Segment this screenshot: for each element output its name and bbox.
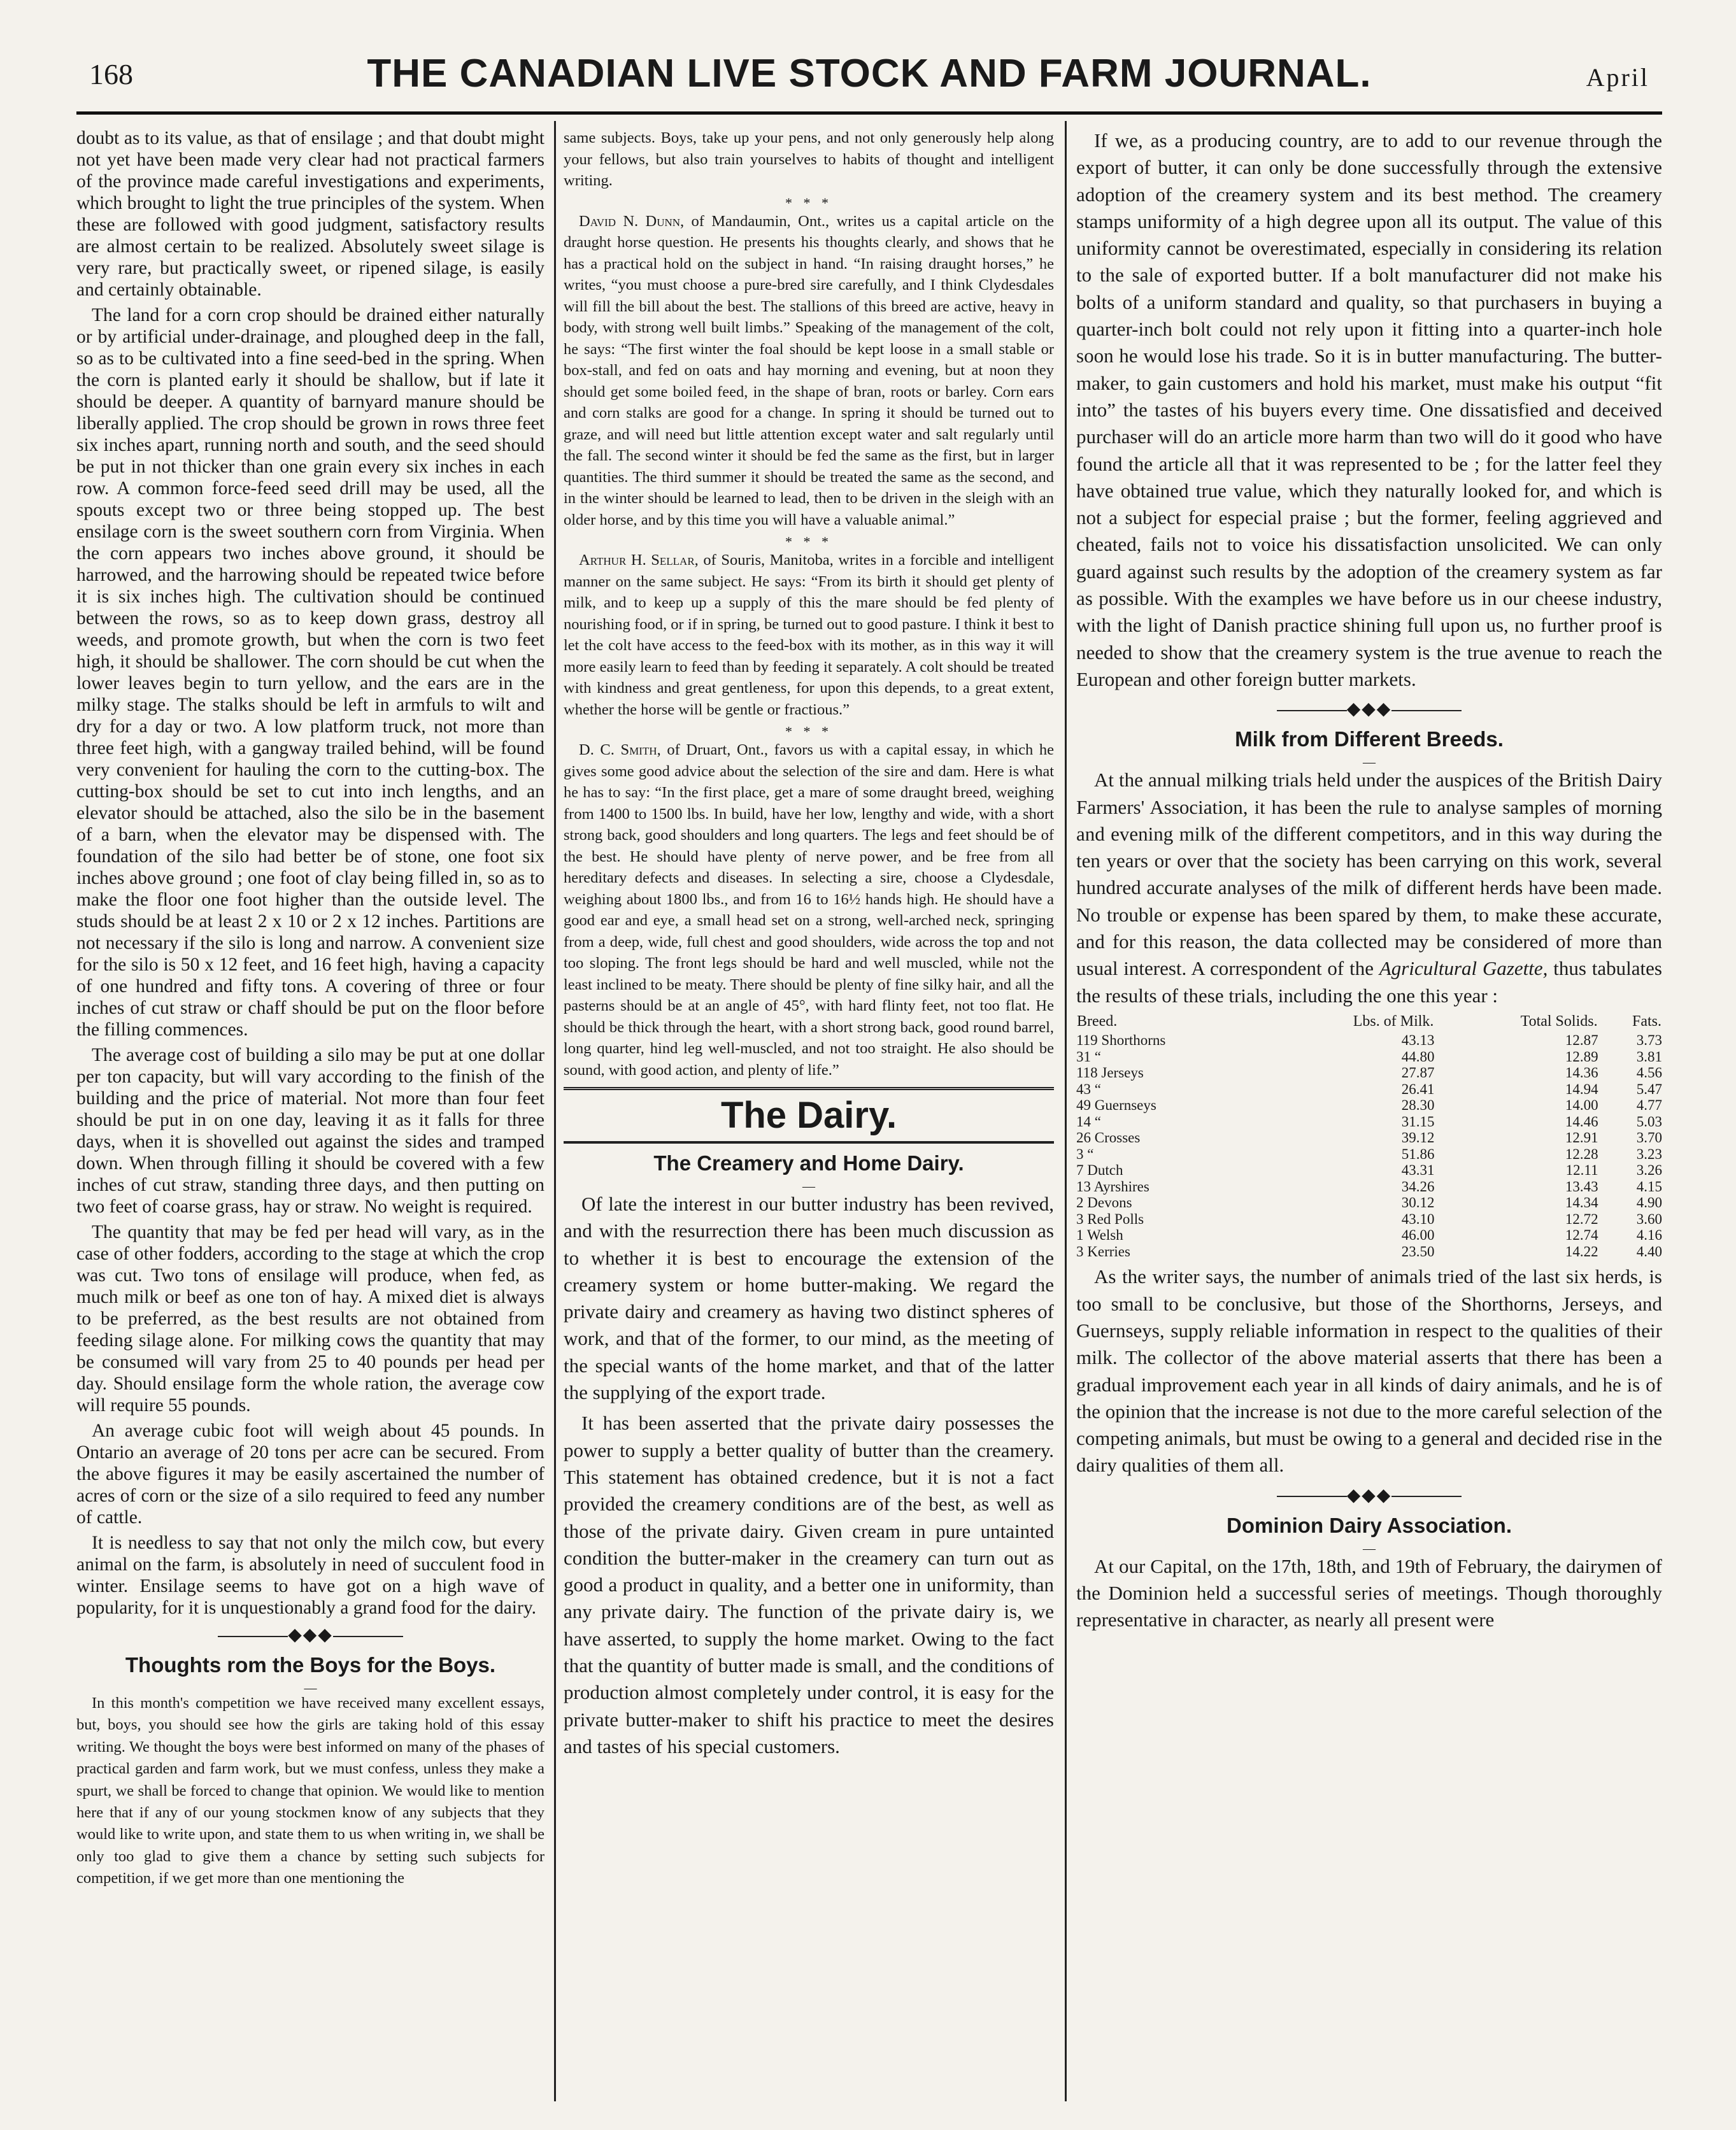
table-cell: 26.41: [1401, 1081, 1435, 1097]
table-cell: 14.94: [1565, 1081, 1598, 1097]
column-left: [76, 127, 544, 2101]
page-header: [89, 51, 1649, 108]
table-cell: 31 “: [1076, 1048, 1101, 1065]
table-row: [1076, 1049, 1662, 1065]
table-cell: 1 Welsh: [1076, 1227, 1123, 1244]
table-cell: 14.00: [1565, 1097, 1598, 1114]
table-cell: 26 Crosses: [1076, 1130, 1141, 1146]
table-cell: 3.73: [1636, 1032, 1662, 1049]
table-cell: 31.15: [1401, 1113, 1435, 1130]
paragraph: In this month's competition we have received many excellent essays, but, boys, you should see how the girls are taking hold of this essay writing. We thought the boys were best informed on many of the phases of practical garden and farm work, but we must confess, unless they make a spurt, we shall be forced to change that opinion. We would like to mention here that if any of our young stockmen know of any subjects that they would like to write upon, and state them to us when writing in, we shall be only too glad to give them a chance by setting such subjects for competition, if we get more than one mentioning the: [76, 1694, 544, 1887]
table-cell: 7 Dutch: [1076, 1162, 1123, 1179]
paragraph: As the writer says, the number of animals tried of the last six herds, is too small to be conclusive, but those of the Shorthorns, Jerseys, and Guernseys, supply reliable information in respect to the qualities of their milk. The collector of the above material asserts that there has been a gradual improvement each year in all kinds of dairy animals, and he is of the opinion that the increase is not due to the more careful selection of the competing animals, but must be owing to a general and decided rise in the dairy qualities of them all.: [1076, 1265, 1662, 1477]
paragraph: [1076, 767, 1662, 1009]
paragraph: [564, 211, 1054, 531]
table-cell: 14.34: [1565, 1195, 1598, 1211]
paragraph: It is needless to say that not only the milch cow, but every animal on the farm, is absolutely in need of succulent food in winter. Ensilage seems to have got on a high wave of popularity, for it is unquestionably a grand food for the dairy.: [76, 1533, 544, 1618]
table-cell: 5.47: [1636, 1081, 1662, 1097]
table-row: [1076, 1244, 1662, 1260]
table-row: [1076, 1032, 1662, 1049]
column-middle: [564, 127, 1054, 2101]
table-cell: 13 Ayrshires: [1076, 1178, 1149, 1195]
table-cell: 3.60: [1636, 1211, 1662, 1227]
table-cell: 118 Jerseys: [1076, 1065, 1144, 1081]
table-cell: 14.46: [1565, 1113, 1598, 1130]
table-cell: 46.00: [1401, 1227, 1435, 1244]
table-cell: 12.89: [1565, 1048, 1598, 1065]
publication-title: Agricultural Gazette,: [1379, 957, 1548, 980]
paragraph: same subjects. Boys, take up your pens, and not only generously help along your fellows, but also train yourselves to habits of thought and intelligent writing.: [564, 129, 1054, 189]
table-cell: 43.13: [1401, 1032, 1435, 1049]
table-cell: 12.74: [1565, 1227, 1598, 1244]
table-row: [1076, 1097, 1662, 1114]
paragraph: At our Capital, on the 17th, 18th, and 19th of February, the dairymen of the Dominion held a successful series of meetings. Though thoroughly representative in character, as nearly all present were: [1076, 1554, 1662, 1631]
table-cell: 12.11: [1565, 1162, 1598, 1179]
table-cell: 43.10: [1401, 1211, 1435, 1227]
table-row: [1076, 1146, 1662, 1163]
paragraph: [564, 739, 1054, 1081]
table-cell: 2 Devons: [1076, 1195, 1132, 1211]
heading-dash: —: [1363, 755, 1376, 770]
header-rule: [76, 111, 1662, 115]
paragraph: The quantity that may be fed per head will vary, as in the case of other fodders, according to the stage at which the crop was cut. Two tons of ensilage will produce, when fed, as much milk or beef as one ton of hay. A mixed diet is always to be preferred, as the best results are not obtained from feeding silage alone. For milking cows the quantity that may be consumed will vary from 25 to 40 pounds per head per day. Should ensilage form the whole ration, the average cow will require 55 pounds.: [76, 1222, 544, 1416]
paragraph-text: thus tabulates the results of these trials, including the one this year :: [1076, 957, 1662, 1007]
table-cell: 44.80: [1401, 1048, 1435, 1065]
department-title: The Dairy.: [720, 1095, 897, 1136]
table-cell: 23.50: [1401, 1243, 1435, 1260]
table-cell: 14.36: [1565, 1065, 1598, 1081]
section-heading: Dominion Dairy Association.: [1226, 1513, 1512, 1537]
table-cell: 12.28: [1565, 1146, 1598, 1162]
heading-dash: —: [802, 1179, 815, 1193]
table-cell: 5.03: [1636, 1113, 1662, 1130]
section-ornament: ◆◆◆: [1076, 697, 1662, 722]
table-cell: 12.87: [1565, 1032, 1598, 1049]
table-cell: 4.90: [1636, 1195, 1662, 1211]
table-cell: 14 “: [1076, 1113, 1101, 1130]
separator-stars: * * *: [785, 723, 832, 739]
heading-dash: —: [1363, 1541, 1376, 1556]
table-cell: 3 Red Polls: [1076, 1211, 1144, 1227]
section-ornament: ◆◆◆: [76, 1622, 544, 1648]
table-cell: 49 Guernseys: [1076, 1097, 1156, 1114]
table-cell: 3.23: [1636, 1146, 1662, 1162]
table-row: [1076, 1114, 1662, 1130]
table-cell: 12.91: [1565, 1130, 1598, 1146]
table-row: [1076, 1179, 1662, 1195]
table-header-row: [1076, 1013, 1662, 1033]
column-divider: [554, 121, 556, 2101]
dairy-banner: [564, 1087, 1054, 1144]
table-cell: 4.15: [1636, 1178, 1662, 1195]
table-cell: 34.26: [1401, 1178, 1435, 1195]
table-row: [1076, 1211, 1662, 1228]
section-heading: Thoughts rom the Boys for the Boys.: [125, 1653, 496, 1677]
table-cell: 3.26: [1636, 1162, 1662, 1179]
table-header-cell: Total Solids.: [1520, 1012, 1598, 1030]
separator-stars: * * *: [785, 534, 832, 550]
table-cell: 14.22: [1565, 1243, 1598, 1260]
table-header-cell: Fats.: [1632, 1012, 1661, 1030]
paragraph-text: of Mandaumin, Ont., writes us a capital article on the draught horse question. He presents his thoughts clearly, and shows that he has a practical hold on the subject in hand. “In raising draught horses,” he writes, “you must choose a pure-bred sire carefully, and I think Clydesdales will fill the bill about the best. The stallions of this breed are active, heavy in body, with strong well built limbs.” Speaking of the management of the colt, he says: “The first winter the foal should be kept loose in a small stable or box-stall, and fed on oats and hay morning and evening, but at noon they should get some boiled feed, in the shape of bran, roots or barley. Corn ears and corn stalks are good for a change. In spring it should be turned out to graze, and will need but little attention except water and salt regularly until the fall. The second winter it should be fed the same as the first, but in larger quantities. The third summer it should be treated the same as the second, and in the winter should be learned to lead, then to be driven in the sleigh with an older horse, and by this time you will have a valuable animal.”: [564, 212, 1054, 529]
table-row: [1076, 1065, 1662, 1081]
table-row: [1076, 1081, 1662, 1098]
table-cell: 4.77: [1636, 1097, 1662, 1114]
table-row: [1076, 1130, 1662, 1146]
paragraph-text: At the annual milking trials held under the auspices of the British Dairy Farmers' Association, it has been the rule to analyse samples of morning and evening milk of the different competitors, and in this way during the ten years or over that the society has been carrying on this work, several hundred accurate analyses of the milk of different herds have been made. No trouble or expense has been spared by them, to make these accurate, and for this reason, the data collected may be considered of more than usual interest. A correspondent of the: [1076, 769, 1662, 980]
masthead-title: THE CANADIAN LIVE STOCK AND FARM JOURNAL.: [367, 52, 1372, 96]
table-cell: 27.87: [1401, 1065, 1435, 1081]
table-cell: 43 “: [1076, 1081, 1101, 1097]
paragraph: doubt as to its value, as that of ensilage ; and that doubt might not yet have been made very clear had not practical farmers of the province made careful investigations and experiments, which brought to light the true principles of the system. When these are followed with good judgment, satisfactory results are almost certain to be realized. Absolutely sweet silage is very rare, but practically sweet, or ripened silage, is easily and certainly obtainable.: [76, 128, 544, 300]
paragraph: An average cubic foot will weigh about 45 pounds. In Ontario an average of 20 tons per acre can be secured. From the above figures it may be easily ascertained the number of acres of corn or the size of a silo required to feed any number of cattle.: [76, 1421, 544, 1528]
table-cell: 3.81: [1636, 1048, 1662, 1065]
separator-stars: * * *: [785, 194, 832, 211]
author-name: David N. Dunn,: [579, 212, 685, 230]
table-cell: 28.30: [1401, 1097, 1435, 1114]
section-heading: The Creamery and Home Dairy.: [653, 1151, 964, 1175]
section-ornament: ◆◆◆: [1076, 1483, 1662, 1509]
table-cell: 13.43: [1565, 1178, 1598, 1195]
column-right: [1076, 127, 1662, 2101]
breed-milk-table: [1076, 1013, 1662, 1260]
paragraph-text: of Druart, Ont., favors us with a capital essay, in which he gives some good advice about the selection of the sire and dam. Here is what he has to say: “In the first place, get a mare of some draught breed, weighing from 1400 to 1500 lbs. In build, have her low, lengthy and wide, with a short strong back, good shoulders and long quarters. The legs and feet should be of the best. He should have plenty of nerve power, and be free from all hereditary defects and diseases. In selecting a sire, choose a Clydesdale, weighing about 1800 lbs., and from 16 to 16½ hands high. He should have a good ear and eye, a small head set on a strong, well-arched neck, springing from a deep, wide, full chest and good shoulders, wide across the top and not too sloping. The front legs should be hard and well muscled, while not the least inclined to be meaty. There should be plenty of fine silky hair, and all the pasterns should be at an angle of 45°, with hard flinty feet, not too flat. He should be thick through the heart, with a short strong back, good round barrel, long quarter, hind leg well-muscled, and not too straight. He also should be sound, with good action, and plenty of life.”: [564, 741, 1054, 1079]
issue-month: April: [1586, 63, 1649, 92]
table-cell: 4.16: [1636, 1227, 1662, 1244]
paragraph-text: of Souris, Manitoba, writes in a forcible and intelligent manner on the same subject. He says: “From its birth it should get plenty of milk, and to keep up a supply of this the mare should be fed plenty of nourishing food, or if in spring, be turned out to good pasture. I think it best to let the colt have access to the feed-box with its mother, as in this way it will more easily learn to feed than by feeding it separately. A colt should be treated with kindness and great gentleness, for upon this depends, to a great extent, whether the horse will be gentle or fractious.”: [564, 551, 1054, 718]
paragraph: If we, as a producing country, are to add to our revenue through the export of butter, it can only be done successfully through the extensive adoption of the creamery system and its best method. The creamery stamps uniformity of a high degree upon all its output. The value of this uniformity cannot be overestimated, especially in considering its relation to the sale of exported butter. If a bolt manufacturer did not make his bolts of a uniform standard and quality, so that purchasers in buying a quarter-inch bolt could not rely upon it fitting into a quarter-inch hole soon he would lose his trade. So it is in butter manufacturing. The butter-maker, to gain customers and hold his market, must make his output “fit into” the tastes of his buyers every time. One dissatisfied and deceived purchaser will do an article more harm than two will do it good who have found the article all that it was represented to be ; for the latter feel they have obtained true value, which they naturally looked for, and which is not a subject for especial praise ; but the former, feeling aggrieved and cheated, fails not to voice his dissatisfaction unsolicited. We can only guard against such results by the adoption of the creamery system as far as possible. With the examples we have before us in our cheese industry, with the light of Danish practice shining full upon us, no further proof is needed to show that the creamery system is the true avenue to reach the European and other foreign butter markets.: [1076, 129, 1662, 690]
table-cell: 51.86: [1401, 1146, 1435, 1162]
table-cell: 3.70: [1636, 1130, 1662, 1146]
table-cell: 12.72: [1565, 1211, 1598, 1227]
column-divider: [1065, 121, 1067, 2101]
author-name: Arthur H. Sellar,: [579, 551, 699, 569]
table-cell: 3 Kerries: [1076, 1243, 1130, 1260]
table-cell: 119 Shorthorns: [1076, 1032, 1166, 1049]
table-row: [1076, 1227, 1662, 1244]
paragraph: [564, 550, 1054, 720]
table-cell: 39.12: [1401, 1130, 1435, 1146]
table-row: [1076, 1195, 1662, 1211]
page-number: 168: [89, 58, 133, 90]
section-heading: Milk from Different Breeds.: [1235, 727, 1504, 751]
table-cell: 3 “: [1076, 1146, 1094, 1162]
table-header-cell: Lbs. of Milk.: [1353, 1012, 1434, 1030]
table-cell: 4.40: [1636, 1243, 1662, 1260]
table-cell: 43.31: [1401, 1162, 1435, 1179]
table-cell: 4.56: [1636, 1065, 1662, 1081]
author-name: D. C. Smith,: [579, 741, 661, 758]
paragraph: It has been asserted that the private dairy possesses the power to supply a better quality of butter than the creamery. This statement has obtained credence, but it is not a fact provided the creamery conditions are of the best, as well as those of the private dairy. Given cream in pure untainted condition the butter-maker in the creamery can turn out as good a product in quality, and a better one in uniformity, than any private dairy. The function of the private dairy is, we have asserted, to supply the home market. Owing to the fact that the quantity of butter made is small, and the conditions of production almost completely under control, it is easy for the private butter-maker to shift his practice to meet the desires and tastes of his special customers.: [564, 1412, 1054, 1757]
table-row: [1076, 1162, 1662, 1179]
table-header-cell: Breed.: [1077, 1012, 1118, 1030]
paragraph: The average cost of building a silo may be put at one dollar per ton capacity, but will vary according to the finish of the building and the price of material. Not more than four feet should be put in on one day, leaving it as it falls for three days, when it is shovelled out against the sides and tramped down. When through filling it should be covered with a few inches of cut straw, standing three days, and then putting on two feet of coarse grass, hay or straw. No weight is required.: [76, 1045, 544, 1217]
paragraph: Of late the interest in our butter industry has been revived, and with the resurrection there has been much discussion as to whether it is best to encourage the extension of the creamery system or home butter-making. We regard the private dairy and creamery as having two distinct spheres of work, and that of the former, to our mind, as the meeting of the special wants of the home market, and that of the latter the supplying of the export trade.: [564, 1193, 1054, 1404]
heading-dash: —: [304, 1681, 317, 1695]
paragraph: The land for a corn crop should be drained either naturally or by artificial under-drainage, and ploughed deep in the fall, so as to be cultivated into a fine seed-bed in the spring. When the corn is planted early it should be shallow, but if late it should be deeper. A quantity of barnyard manure should be liberally applied. The crop should be grown in rows three feet six inches apart, running north and south, and the seed should be put in not thicker than one grain every six inches in each row. A common force-feed seed drill may be used, all the spouts except two or three being stopped up. The best ensilage corn is the sweet southern corn from Virginia. When the corn appears two inches above ground, it should be harrowed, and the harrowing should be repeated twice before it is six inches high. The cultivation should be continued between the rows, so as to keep down grass, destroy all weeds, and promote growth, but when the corn is two feet high, it should be shallower. The corn should be cut when the lower leaves begin to turn yellow, and the ears are in the milky stage. The stalks should be left in armfuls to wilt and dry for a day or two. A low platform truck, not more than three feet high, with a gangway trailed behind, will be found very convenient for hauling the corn to the cutting-box. The cutting-box should be set to cut into inch lengths, and an elevator should be attached, also the silo be in the basement of a barn, when the elevator may be dispensed with. The foundation of the silo had better be of stone, one foot six inches above ground ; one foot of clay being filled in, so as to make the floor one foot higher than the outside level. The studs should be at least 2 x 10 or 2 x 12 inches. Partitions are not necessary if the silo is long and narrow. A convenient size for the silo is 50 x 12 feet, and 16 feet high, having a capacity of one hundred and fifty tons. A covering of three or four inches of cut straw or chaff should be put on the floor before the filling commences.: [76, 305, 544, 1040]
table-cell: 30.12: [1401, 1195, 1435, 1211]
